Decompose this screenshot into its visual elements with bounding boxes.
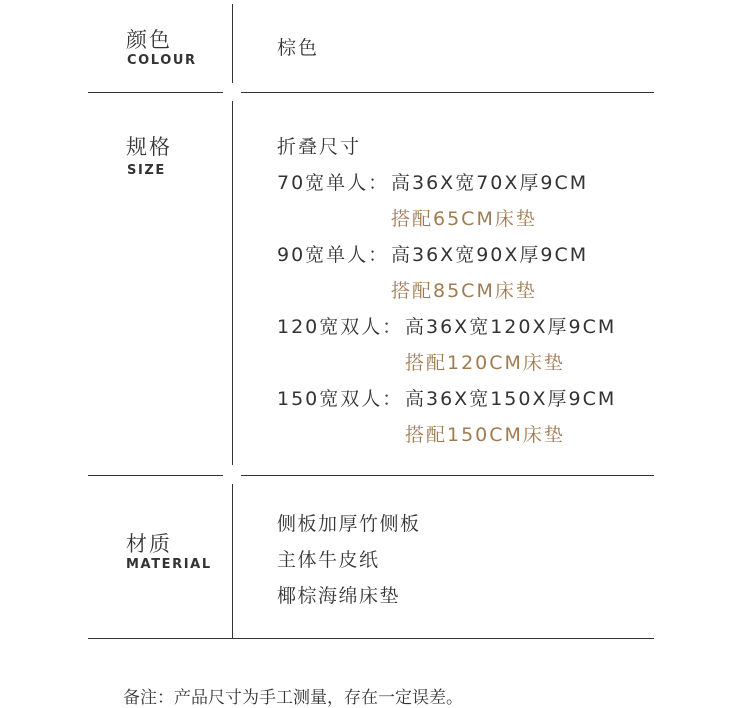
size-item-mattress: 搭配120CM床垫 bbox=[405, 352, 565, 374]
size-item-mattress: 搭配85CM床垫 bbox=[391, 280, 537, 302]
material-item: 椰棕海绵床垫 bbox=[277, 585, 401, 607]
row-divider-right-1 bbox=[241, 92, 654, 93]
size-item-dims: 高36X宽120X厚9CM bbox=[405, 316, 617, 338]
row-divider-left-1 bbox=[88, 92, 223, 93]
size-item-dims: 高36X宽70X厚9CM bbox=[391, 172, 589, 194]
column-divider-colour bbox=[232, 4, 233, 83]
material-label-en: MATERIAL bbox=[126, 557, 212, 572]
footnote: 备注：产品尺寸为手工测量，存在一定误差。 bbox=[123, 688, 463, 708]
size-item-dims: 高36X宽150X厚9CM bbox=[405, 388, 617, 410]
size-item-mattress: 搭配150CM床垫 bbox=[405, 424, 565, 446]
size-item-name: 70宽单人： bbox=[277, 172, 390, 194]
size-item-name: 120宽双人： bbox=[277, 316, 404, 338]
row-divider-bottom bbox=[88, 638, 654, 639]
colour-label-en: COLOUR bbox=[127, 53, 197, 68]
material-label-cn: 材质 bbox=[126, 532, 172, 556]
size-label-en: SIZE bbox=[127, 163, 166, 178]
column-divider-material bbox=[232, 484, 233, 638]
size-item-name: 150宽双人： bbox=[277, 388, 404, 410]
size-item-name: 90宽单人： bbox=[277, 244, 390, 266]
colour-label-cn: 颜色 bbox=[126, 28, 172, 52]
colour-value: 棕色 bbox=[277, 37, 320, 59]
row-divider-left-2 bbox=[88, 475, 223, 476]
size-item-dims: 高36X宽90X厚9CM bbox=[391, 244, 589, 266]
size-label-cn: 规格 bbox=[126, 135, 172, 159]
row-divider-right-2 bbox=[241, 475, 654, 476]
size-item-mattress: 搭配65CM床垫 bbox=[391, 208, 537, 230]
size-heading: 折叠尺寸 bbox=[277, 136, 362, 158]
material-item: 侧板加厚竹侧板 bbox=[277, 513, 421, 535]
column-divider-size bbox=[232, 101, 233, 465]
material-item: 主体牛皮纸 bbox=[277, 549, 380, 571]
